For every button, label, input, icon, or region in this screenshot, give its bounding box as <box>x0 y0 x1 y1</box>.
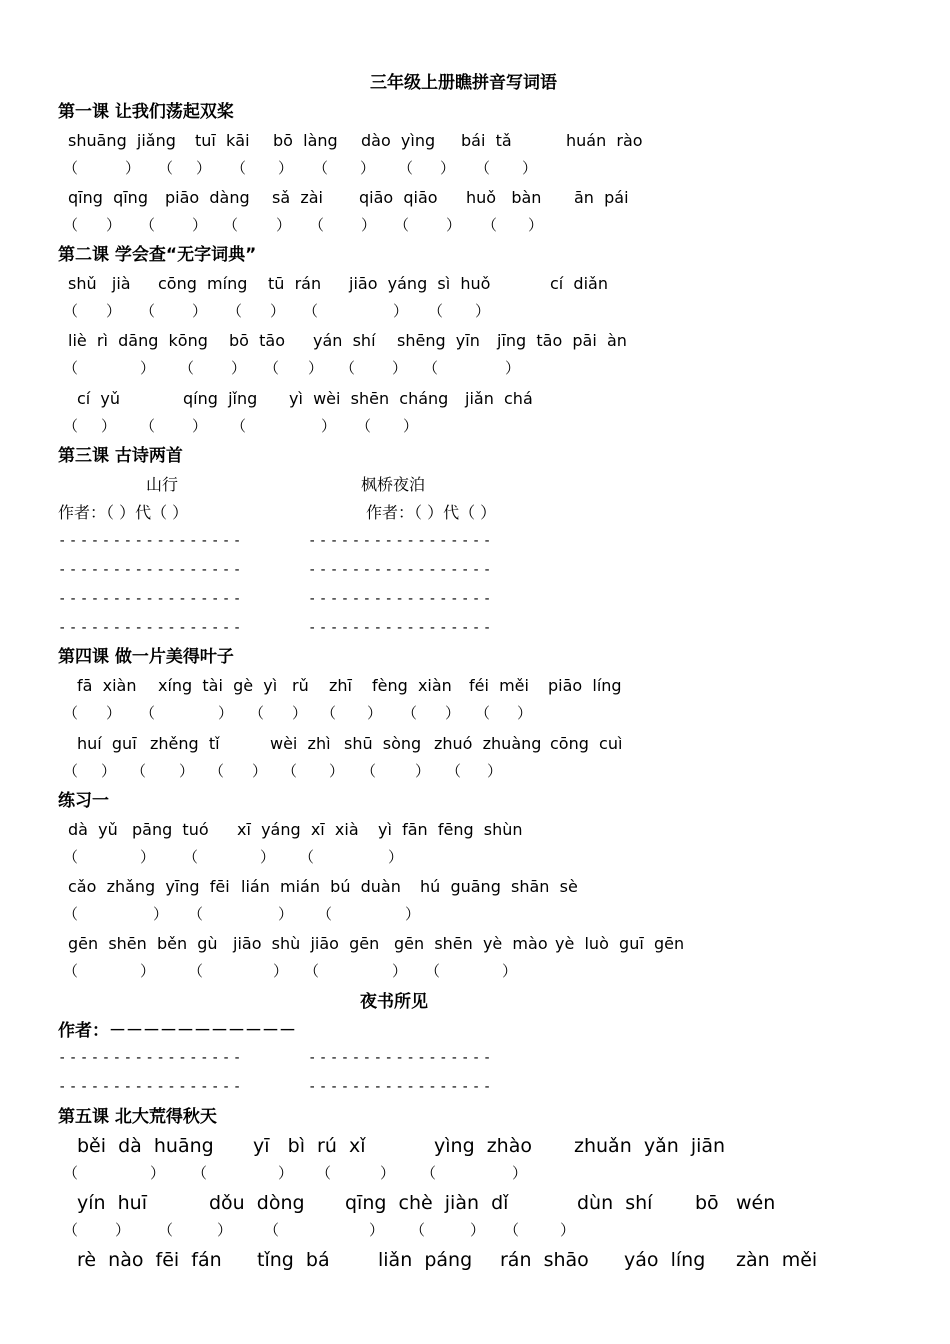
exercise-1-heading: 练习一 <box>58 791 109 811</box>
blank-close: ） <box>140 848 156 866</box>
pinyin-word: qíng jǐng <box>183 389 258 408</box>
pinyin-word: yáo líng <box>624 1249 706 1271</box>
blank-open: （ <box>264 359 280 377</box>
pinyin-word: qīng chè jiàn dǐ <box>345 1192 509 1214</box>
pinyin-row <box>0 190 950 210</box>
blank-close: ） <box>321 417 337 435</box>
blank-close: ） <box>278 1164 294 1182</box>
blank-open: （ <box>140 417 156 435</box>
blank-open: （ <box>316 1164 332 1182</box>
pinyin-word: bō làng <box>273 131 338 150</box>
blank-open: （ <box>188 962 204 980</box>
blank-open: （ <box>63 417 79 435</box>
writing-line-left[interactable]: ----------------- <box>58 1050 244 1066</box>
pinyin-word: qīng qīng <box>68 188 148 207</box>
blank-open: （ <box>299 848 315 866</box>
blank-open: （ <box>317 905 333 923</box>
lesson-2-heading: 第二课 学会查“无字词典” <box>58 245 257 265</box>
blank-close: ） <box>415 762 431 780</box>
blank-open: （ <box>482 216 498 234</box>
pinyin-row <box>0 1251 950 1273</box>
poem-3-title: 夜书所见 <box>360 992 428 1012</box>
pinyin-word: cí yǔ <box>77 389 121 408</box>
blank-close: ） <box>475 302 491 320</box>
blank-close: ） <box>106 302 122 320</box>
pinyin-word: hú guāng shān sè <box>420 877 578 896</box>
blank-close: ） <box>380 1164 396 1182</box>
blank-open: （ <box>188 905 204 923</box>
answer-blank-row[interactable] <box>0 964 950 984</box>
pinyin-word: tǐng bá <box>257 1249 330 1271</box>
lesson-5-heading: 第五课 北大荒得秋天 <box>58 1107 217 1127</box>
pinyin-row <box>0 936 950 956</box>
pinyin-word: zhuǎn yǎn jiān <box>574 1135 726 1157</box>
blank-open: （ <box>63 159 79 177</box>
blank-close: ） <box>522 159 538 177</box>
pinyin-word: jiǎn chá <box>465 389 533 408</box>
pinyin-word: dà yǔ <box>68 820 118 839</box>
blank-close: ） <box>192 216 208 234</box>
blank-open: （ <box>309 216 325 234</box>
blank-close: ） <box>192 417 208 435</box>
blank-close: ） <box>276 216 292 234</box>
pinyin-word: dǒu dòng <box>209 1192 305 1214</box>
pinyin-word: yī bì rú xǐ <box>253 1135 366 1157</box>
answer-blank-row[interactable] <box>0 361 950 381</box>
pinyin-word: shǔ jià <box>68 274 131 293</box>
blank-close: ） <box>308 359 324 377</box>
blank-close: ） <box>218 704 234 722</box>
pinyin-word: rè nào fēi fán <box>77 1249 222 1271</box>
blank-open: （ <box>63 762 79 780</box>
pinyin-word: zàn měi <box>736 1249 818 1271</box>
blank-open: （ <box>304 962 320 980</box>
answer-blank-row[interactable] <box>0 161 950 181</box>
writing-line-right[interactable]: ----------------- <box>308 1050 494 1066</box>
pinyin-word: tū rán <box>268 274 322 293</box>
answer-blank-row[interactable] <box>0 850 950 870</box>
answer-blank-row[interactable] <box>0 764 950 784</box>
blank-open: （ <box>140 704 156 722</box>
pinyin-row <box>0 133 950 153</box>
blank-open: （ <box>321 704 337 722</box>
blank-open: （ <box>192 1164 208 1182</box>
pinyin-word: zhī <box>329 676 352 695</box>
blank-close: ） <box>505 359 521 377</box>
pinyin-word: zhěng tǐ <box>150 734 220 753</box>
pinyin-word: yìng zhào <box>434 1135 532 1157</box>
blank-close: ） <box>440 159 456 177</box>
pinyin-word: shēng yīn <box>397 331 480 350</box>
blank-open: （ <box>313 159 329 177</box>
blank-close: ） <box>270 302 286 320</box>
blank-open: （ <box>63 1221 79 1239</box>
blank-close: ） <box>487 762 503 780</box>
blank-open: （ <box>227 302 243 320</box>
blank-close: ） <box>179 762 195 780</box>
pinyin-word: jiāo shù jiāo gēn <box>233 934 380 953</box>
blank-close: ） <box>252 762 268 780</box>
blank-close: ） <box>101 417 117 435</box>
answer-blank-row[interactable] <box>0 218 950 238</box>
blank-close: ） <box>392 962 408 980</box>
blank-open: （ <box>63 216 79 234</box>
pinyin-row <box>0 1194 950 1216</box>
poem-3-author-line: 作者：－－－－－－－－－－－ <box>58 1021 296 1041</box>
pinyin-row <box>0 276 950 296</box>
pinyin-word: shū sòng <box>344 734 422 753</box>
pinyin-word: zhuó zhuàng <box>434 734 542 753</box>
blank-close: ） <box>369 1221 385 1239</box>
blank-close: ） <box>260 848 276 866</box>
answer-blank-row[interactable] <box>0 304 950 324</box>
pinyin-word: cí diǎn <box>550 274 608 293</box>
pinyin-word: lián mián bú duàn <box>241 877 401 896</box>
blank-close: ） <box>150 1164 166 1182</box>
pinyin-word: yì fān fēng shùn <box>378 820 523 839</box>
pinyin-word: piāo dàng <box>165 188 250 207</box>
pinyin-word: dùn shí <box>577 1192 653 1214</box>
blank-open: （ <box>223 216 239 234</box>
blank-close: ） <box>528 216 544 234</box>
writing-line-right[interactable]: ----------------- <box>308 1079 494 1095</box>
blank-close: ） <box>278 905 294 923</box>
blank-close: ） <box>217 1221 233 1239</box>
blank-close: ） <box>446 216 462 234</box>
answer-blank-row[interactable] <box>0 706 950 726</box>
pinyin-word: yín huī <box>77 1192 148 1214</box>
blank-close: ） <box>231 359 247 377</box>
blank-close: ） <box>470 1221 486 1239</box>
blank-open: （ <box>446 762 462 780</box>
pinyin-word: liè rì dāng kōng <box>68 331 208 350</box>
lesson-3-heading: 第三课 古诗两首 <box>58 446 183 466</box>
writing-line-left[interactable]: ----------------- <box>58 591 244 607</box>
page-title: 三年级上册瞧拼音写词语 <box>370 73 557 93</box>
pinyin-row <box>0 391 950 411</box>
writing-line-left[interactable]: ----------------- <box>58 620 244 636</box>
blank-close: ） <box>292 704 308 722</box>
pinyin-word: bō <box>695 1192 719 1214</box>
blank-close: ） <box>115 1221 131 1239</box>
blank-close: ） <box>445 704 461 722</box>
blank-open: （ <box>209 762 225 780</box>
pinyin-word: huán rào <box>566 131 643 150</box>
blank-open: （ <box>63 1164 79 1182</box>
pinyin-row <box>0 736 950 756</box>
pinyin-word: rán shāo <box>500 1249 589 1271</box>
blank-open: （ <box>410 1221 426 1239</box>
blank-open: （ <box>63 704 79 722</box>
lesson-1-heading: 第一课 让我们荡起双桨 <box>58 102 234 122</box>
blank-open: （ <box>63 359 79 377</box>
pinyin-word: yì wèi shēn cháng <box>289 389 449 408</box>
pinyin-word: xíng tài gè yì <box>158 676 278 695</box>
blank-open: （ <box>475 159 491 177</box>
writing-line-right[interactable]: ----------------- <box>308 562 494 578</box>
pinyin-word: féi měi <box>469 676 529 695</box>
pinyin-word: běi dà huāng <box>77 1135 214 1157</box>
pinyin-word: ān pái <box>574 188 629 207</box>
blank-open: （ <box>340 359 356 377</box>
blank-open: （ <box>423 359 439 377</box>
blank-open: （ <box>264 1221 280 1239</box>
pinyin-row <box>0 879 950 899</box>
blank-close: ） <box>517 704 533 722</box>
blank-open: （ <box>158 1221 174 1239</box>
blank-close: ） <box>560 1221 576 1239</box>
blank-close: ） <box>360 159 376 177</box>
answer-blank-row[interactable] <box>0 1166 950 1186</box>
blank-close: ） <box>367 704 383 722</box>
pinyin-word: qiāo qiāo <box>359 188 438 207</box>
blank-open: （ <box>249 704 265 722</box>
blank-open: （ <box>140 302 156 320</box>
answer-blank-row[interactable] <box>0 419 950 439</box>
writing-line-right[interactable]: ----------------- <box>308 591 494 607</box>
blank-open: （ <box>425 962 441 980</box>
blank-close: ） <box>125 159 141 177</box>
blank-close: ） <box>106 704 122 722</box>
blank-close: ） <box>278 159 294 177</box>
blank-open: （ <box>63 848 79 866</box>
blank-close: ） <box>140 359 156 377</box>
pinyin-word: bái tǎ <box>461 131 512 150</box>
pinyin-word: cǎo zhǎng yīng fēi <box>68 877 230 896</box>
pinyin-word: huí guī <box>77 734 137 753</box>
blank-close: ） <box>273 962 289 980</box>
poem-title: 枫桥夜泊 <box>361 475 426 494</box>
pinyin-word: yán shí <box>313 331 376 350</box>
pinyin-row <box>0 678 950 698</box>
pinyin-word: sǎ zài <box>272 188 323 207</box>
poem-author-line: 作者：（ ）代（ ） <box>58 503 189 522</box>
blank-close: ） <box>106 216 122 234</box>
blank-open: （ <box>361 762 377 780</box>
blank-close: ） <box>512 1164 528 1182</box>
poem-title: 山行 <box>146 475 179 494</box>
blank-close: ） <box>192 302 208 320</box>
blank-close: ） <box>196 159 212 177</box>
blank-open: （ <box>231 417 247 435</box>
lesson-4-heading: 第四课 做一片美得叶子 <box>58 647 234 667</box>
blank-open: （ <box>63 302 79 320</box>
blank-close: ） <box>393 302 409 320</box>
blank-close: ） <box>153 905 169 923</box>
blank-open: （ <box>356 417 372 435</box>
blank-open: （ <box>231 159 247 177</box>
writing-line-right[interactable]: ----------------- <box>308 620 494 636</box>
poem-author-line: 作者：（ ）代（ ） <box>366 503 497 522</box>
blank-open: （ <box>421 1164 437 1182</box>
blank-open: （ <box>179 359 195 377</box>
blank-open: （ <box>158 159 174 177</box>
pinyin-word: yè luò guī gēn <box>555 934 685 953</box>
blank-open: （ <box>428 302 444 320</box>
pinyin-word: dào yìng <box>361 131 436 150</box>
writing-line-left[interactable]: ----------------- <box>58 1079 244 1095</box>
pinyin-word: jīng tāo pāi àn <box>497 331 627 350</box>
blank-close: ） <box>403 417 419 435</box>
pinyin-word: fā xiàn <box>77 676 137 695</box>
pinyin-word: huǒ bàn <box>466 188 542 207</box>
blank-close: ） <box>140 962 156 980</box>
blank-close: ） <box>329 762 345 780</box>
pinyin-word: xī yáng xī xià <box>237 820 359 839</box>
blank-close: ） <box>101 762 117 780</box>
pinyin-word: shuāng jiǎng <box>68 131 176 150</box>
pinyin-word: fèng xiàn <box>372 676 452 695</box>
writing-line-right[interactable]: ----------------- <box>308 533 494 549</box>
blank-open: （ <box>63 962 79 980</box>
blank-close: ） <box>388 848 404 866</box>
pinyin-word: wén <box>736 1192 776 1214</box>
blank-close: ） <box>405 905 421 923</box>
pinyin-word: piāo líng <box>548 676 622 695</box>
pinyin-word: gēn shēn yè mào <box>394 934 548 953</box>
pinyin-word: gēn shēn běn gù <box>68 934 218 953</box>
blank-open: （ <box>282 762 298 780</box>
blank-close: ） <box>361 216 377 234</box>
pinyin-row <box>0 822 950 842</box>
blank-open: （ <box>398 159 414 177</box>
blank-open: （ <box>402 704 418 722</box>
answer-blank-row[interactable] <box>0 907 950 927</box>
blank-open: （ <box>183 848 199 866</box>
blank-open: （ <box>63 905 79 923</box>
pinyin-word: tuī kāi <box>195 131 250 150</box>
blank-open: （ <box>140 216 156 234</box>
pinyin-row <box>0 333 950 353</box>
pinyin-word: wèi zhì <box>270 734 331 753</box>
writing-line-left[interactable]: ----------------- <box>58 562 244 578</box>
blank-open: （ <box>394 216 410 234</box>
pinyin-word: pāng tuó <box>132 820 209 839</box>
blank-open: （ <box>475 704 491 722</box>
pinyin-word: jiāo yáng sì huǒ <box>349 274 491 293</box>
pinyin-word: liǎn páng <box>378 1249 473 1271</box>
blank-open: （ <box>504 1221 520 1239</box>
blank-close: ） <box>392 359 408 377</box>
blank-open: （ <box>303 302 319 320</box>
pinyin-word: rǔ <box>292 676 309 695</box>
answer-blank-row[interactable] <box>0 1223 950 1243</box>
pinyin-row <box>0 1137 950 1159</box>
blank-close: ） <box>502 962 518 980</box>
pinyin-word: cōng cuì <box>550 734 623 753</box>
pinyin-word: bō tāo <box>229 331 285 350</box>
writing-line-left[interactable]: ----------------- <box>58 533 244 549</box>
blank-open: （ <box>131 762 147 780</box>
pinyin-word: cōng míng <box>158 274 248 293</box>
